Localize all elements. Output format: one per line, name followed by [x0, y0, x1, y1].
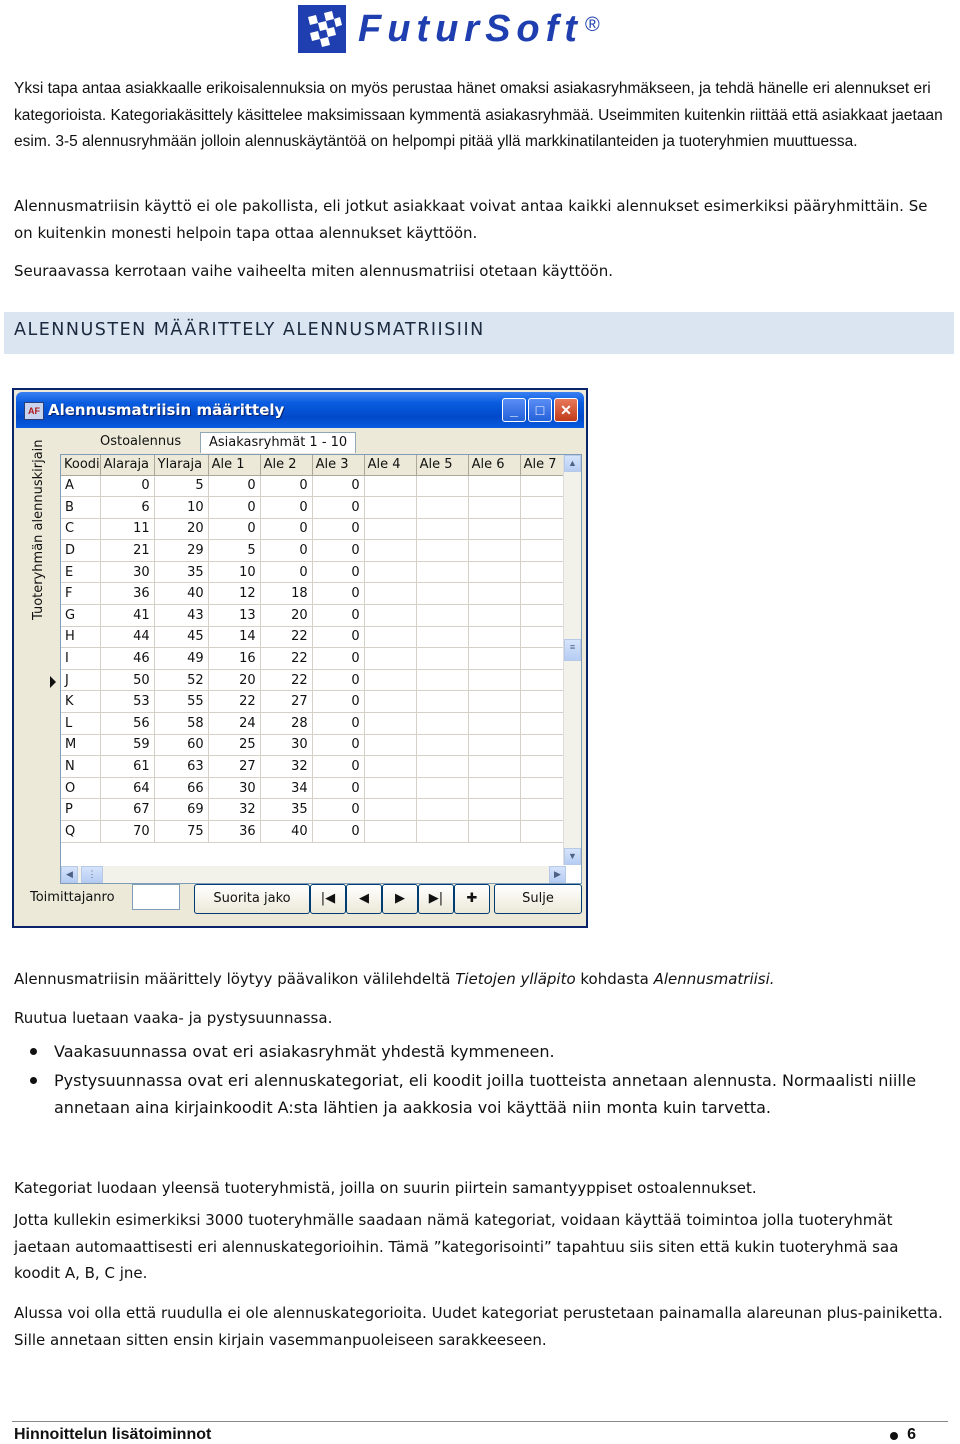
column-header[interactable]: Ale 2 [260, 455, 312, 475]
table-cell[interactable]: 63 [154, 756, 208, 778]
table-cell[interactable]: 21 [100, 540, 154, 562]
scroll-thumb[interactable]: ≡ [564, 639, 581, 661]
scroll-left-icon[interactable]: ◀ [61, 866, 78, 883]
intro-paragraph-2: Alennusmatriisin käyttö ei ole pakollista, eli jotkut asiakkaat voivat antaa kaikki alennukset esimerkiksi pääryhmittäin. Se on kuitenkin monesti helpoin tapa ottaa alennukset käyttöön. [14, 197, 928, 242]
table-cell[interactable]: 0 [208, 518, 260, 540]
table-cell[interactable]: 75 [154, 821, 208, 843]
bullet-list [14, 1038, 944, 1123]
table-cell[interactable]: 24 [208, 713, 260, 735]
table-cell[interactable] [468, 475, 520, 497]
table-row[interactable] [61, 518, 572, 540]
table-cell[interactable]: 12 [208, 583, 260, 605]
column-header[interactable]: Ale 4 [364, 455, 416, 475]
table-cell[interactable]: 0 [100, 475, 154, 497]
minimize-button[interactable]: _ [502, 398, 526, 422]
table-cell[interactable]: 44 [100, 626, 154, 648]
table-cell[interactable] [416, 756, 468, 778]
table-cell[interactable] [364, 583, 416, 605]
table-cell[interactable]: 10 [208, 561, 260, 583]
table-cell[interactable]: 40 [260, 821, 312, 843]
window-titlebar[interactable] [16, 392, 584, 428]
last-record-icon[interactable]: ▶| [418, 884, 454, 914]
table-cell[interactable]: 53 [100, 691, 154, 713]
table-cell[interactable]: G [61, 605, 100, 627]
table-cell[interactable]: 36 [100, 583, 154, 605]
discount-matrix-window [12, 388, 588, 928]
bullet-horizontal: Vaakasuunnassa ovat eri asiakasryhmät yhdestä kymmeneen. [14, 1038, 944, 1065]
table-cell[interactable]: 40 [154, 583, 208, 605]
menu-item-name: Alennusmatriisi. [653, 970, 775, 988]
table-cell[interactable]: 0 [312, 605, 364, 627]
table-cell[interactable]: 0 [312, 734, 364, 756]
sidebar-label-wrap [28, 439, 50, 620]
footer-divider [12, 1421, 948, 1422]
table-cell[interactable] [468, 583, 520, 605]
table-cell[interactable] [416, 583, 468, 605]
table-cell[interactable] [468, 648, 520, 670]
table-row[interactable] [61, 777, 572, 799]
table-cell[interactable]: 34 [260, 777, 312, 799]
table-cell[interactable] [468, 821, 520, 843]
table-cell[interactable]: 0 [312, 497, 364, 519]
table-cell[interactable]: D [61, 540, 100, 562]
hscroll-thumb[interactable]: ⋮ [81, 866, 103, 883]
discount-table [61, 455, 573, 843]
table-cell[interactable]: 41 [100, 605, 154, 627]
menu-location-text-a: Alennusmatriisin määrittely löytyy päävalikon välilehdeltä [14, 970, 456, 988]
column-header[interactable]: Ale 3 [312, 455, 364, 475]
table-cell[interactable] [416, 734, 468, 756]
table-cell[interactable]: 32 [208, 799, 260, 821]
table-cell[interactable] [364, 669, 416, 691]
intro-paragraph-3: Seuraavassa kerrotaan vaihe vaiheelta miten alennusmatriisi otetaan käyttöön. [14, 262, 613, 280]
table-cell[interactable]: 58 [154, 713, 208, 735]
table-cell[interactable]: 70 [100, 821, 154, 843]
table-cell[interactable]: 30 [208, 777, 260, 799]
table-cell[interactable]: 20 [208, 669, 260, 691]
table-cell[interactable]: 61 [100, 756, 154, 778]
footer-bullet-icon [890, 1432, 898, 1440]
table-cell[interactable]: 43 [154, 605, 208, 627]
table-cell[interactable]: 0 [208, 475, 260, 497]
discount-grid [60, 454, 582, 884]
table-cell[interactable]: 0 [312, 561, 364, 583]
table-cell[interactable]: N [61, 756, 100, 778]
sidebar-label: Tuoteryhmän alennuskirjain [31, 439, 46, 620]
table-cell[interactable] [364, 497, 416, 519]
column-header[interactable]: Alaraja [100, 455, 154, 475]
table-cell[interactable] [416, 561, 468, 583]
table-cell[interactable]: 0 [208, 497, 260, 519]
table-row[interactable] [61, 561, 572, 583]
supplier-number-label: Toimittajanro [30, 890, 115, 905]
reading-direction-paragraph: Ruutua luetaan vaaka- ja pystysuunnassa. [14, 1009, 333, 1027]
table-cell[interactable]: J [61, 669, 100, 691]
scroll-down-icon[interactable]: ▼ [564, 848, 581, 865]
table-cell[interactable] [416, 626, 468, 648]
table-cell[interactable] [364, 475, 416, 497]
vertical-scrollbar[interactable] [563, 455, 581, 865]
table-cell[interactable] [364, 605, 416, 627]
table-cell[interactable]: B [61, 497, 100, 519]
table-cell[interactable] [416, 497, 468, 519]
table-cell[interactable]: A [61, 475, 100, 497]
table-cell[interactable] [468, 518, 520, 540]
next-record-icon[interactable]: ▶ [382, 884, 418, 914]
table-row[interactable] [61, 583, 572, 605]
table-cell[interactable]: 13 [208, 605, 260, 627]
table-cell[interactable] [416, 669, 468, 691]
table-cell[interactable]: 0 [312, 799, 364, 821]
registered-mark: ® [584, 13, 600, 36]
table-body [61, 475, 572, 842]
column-header[interactable]: Ale 5 [416, 455, 468, 475]
menu-location-text-b: kohdasta [575, 970, 654, 988]
table-cell[interactable]: 27 [260, 691, 312, 713]
table-cell[interactable]: I [61, 648, 100, 670]
table-row[interactable] [61, 605, 572, 627]
table-cell[interactable] [416, 540, 468, 562]
maximize-button[interactable]: □ [528, 398, 552, 422]
close-button[interactable]: ✕ [554, 398, 578, 422]
table-cell[interactable] [364, 756, 416, 778]
table-cell[interactable]: 5 [154, 475, 208, 497]
table-cell[interactable]: 0 [312, 821, 364, 843]
table-cell[interactable]: C [61, 518, 100, 540]
table-cell[interactable]: Q [61, 821, 100, 843]
table-cell[interactable]: 69 [154, 799, 208, 821]
table-row[interactable] [61, 691, 572, 713]
categories-paragraph: Kategoriat luodaan yleensä tuoteryhmistä, joilla on suurin piirtein samantyyppiset ostoalennukset. [14, 1179, 757, 1197]
table-row[interactable] [61, 626, 572, 648]
table-cell[interactable]: 45 [154, 626, 208, 648]
table-cell[interactable]: 11 [100, 518, 154, 540]
table-cell[interactable] [364, 713, 416, 735]
table-cell[interactable] [468, 713, 520, 735]
footer-title: Hinnoittelun lisätoiminnot [14, 1426, 212, 1443]
table-cell[interactable]: 60 [154, 734, 208, 756]
table-cell[interactable]: 6 [100, 497, 154, 519]
table-row[interactable] [61, 821, 572, 843]
table-cell[interactable]: O [61, 777, 100, 799]
table-cell[interactable]: 49 [154, 648, 208, 670]
direct-split-button[interactable]: Suorita jako [194, 884, 310, 914]
table-cell[interactable]: 0 [260, 475, 312, 497]
table-cell[interactable]: 0 [260, 561, 312, 583]
table-cell[interactable] [364, 777, 416, 799]
table-cell[interactable]: 22 [260, 669, 312, 691]
table-cell[interactable]: 25 [208, 734, 260, 756]
first-record-icon[interactable]: |◀ [310, 884, 346, 914]
table-cell[interactable] [468, 691, 520, 713]
table-cell[interactable]: 30 [100, 561, 154, 583]
column-header[interactable]: Ale 6 [468, 455, 520, 475]
category-sidebar [28, 439, 50, 876]
table-cell[interactable]: 64 [100, 777, 154, 799]
table-cell[interactable] [468, 497, 520, 519]
table-cell[interactable] [468, 540, 520, 562]
table-row[interactable] [61, 669, 572, 691]
table-cell[interactable]: K [61, 691, 100, 713]
checkered-flag-icon [298, 5, 346, 53]
table-cell[interactable]: 0 [260, 540, 312, 562]
table-row[interactable] [61, 475, 572, 497]
table-cell[interactable] [468, 799, 520, 821]
column-header[interactable]: Ylaraja [154, 455, 208, 475]
table-cell[interactable]: 0 [312, 756, 364, 778]
table-cell[interactable]: 66 [154, 777, 208, 799]
page-number: 6 [907, 1426, 916, 1443]
table-cell[interactable]: 52 [154, 669, 208, 691]
table-cell[interactable]: 0 [312, 540, 364, 562]
table-cell[interactable]: 32 [260, 756, 312, 778]
table-cell[interactable] [416, 799, 468, 821]
create-categories-paragraph: Alussa voi olla että ruudulla ei ole alennuskategorioita. Uudet kategoriat perustetaan painamalla alareunan plus-painiketta. Sille annetaan sitten ensin kirjain vasemmanpuoleiseen sarakkeeseen. [14, 1304, 943, 1349]
table-header-row [61, 455, 572, 475]
table-cell[interactable] [364, 518, 416, 540]
table-cell[interactable] [364, 561, 416, 583]
table-cell[interactable] [364, 734, 416, 756]
table-cell[interactable]: 30 [260, 734, 312, 756]
table-cell[interactable]: 22 [260, 648, 312, 670]
bottom-toolbar [28, 884, 580, 920]
close-window-button[interactable]: Sulje [494, 884, 582, 914]
table-cell[interactable]: F [61, 583, 100, 605]
table-cell[interactable]: 0 [312, 777, 364, 799]
table-cell[interactable]: 0 [260, 497, 312, 519]
table-cell[interactable] [416, 777, 468, 799]
previous-record-icon[interactable]: ◀ [346, 884, 382, 914]
table-cell[interactable]: 29 [154, 540, 208, 562]
table-cell[interactable] [416, 648, 468, 670]
table-cell[interactable] [364, 691, 416, 713]
table-cell[interactable]: 0 [312, 713, 364, 735]
section-heading: ALENNUSTEN MÄÄRITTELY ALENNUSMATRIISIIN [14, 320, 485, 340]
table-cell[interactable]: M [61, 734, 100, 756]
window-title: Alennusmatriisin määrittely [48, 401, 285, 419]
table-row[interactable] [61, 734, 572, 756]
table-row[interactable] [61, 648, 572, 670]
table-cell[interactable]: 35 [154, 561, 208, 583]
table-cell[interactable]: 0 [312, 669, 364, 691]
logo-text: FuturSoft [358, 7, 583, 50]
table-cell[interactable]: 0 [312, 626, 364, 648]
auto-categorize-paragraph: Jotta kullekin esimerkiksi 3000 tuoteryhmälle saadaan nämä kategoriat, voidaan käyttää toimintoa jolla tuoteryhmät jaetaan automaattisesti eri alennuskategorioihin. Tämä ”kategorisointi” tapahtuu siis siten että kukin tuoteryhmä saa koodit A, B, C jne. [14, 1211, 899, 1282]
table-cell[interactable]: 67 [100, 799, 154, 821]
table-cell[interactable] [416, 518, 468, 540]
table-cell[interactable] [364, 540, 416, 562]
scroll-up-icon[interactable]: ▲ [564, 455, 581, 472]
window-body [14, 390, 586, 926]
tab-asiakasryhmat[interactable]: Asiakasryhmät 1 - 10 [200, 432, 356, 453]
column-header[interactable]: Koodi [61, 455, 100, 475]
table-cell[interactable]: 20 [154, 518, 208, 540]
table-cell[interactable]: 0 [312, 691, 364, 713]
table-row[interactable] [61, 497, 572, 519]
table-cell[interactable]: 50 [100, 669, 154, 691]
table-cell[interactable] [468, 626, 520, 648]
bullet-vertical: Pystysuunnassa ovat eri alennuskategoriat, eli koodit joilla tuotteista annetaan alennusta. Normaalisti niille annetaan aina kirjainkoodit A:sta lähtien ja aakkosia voi käyttää niin monta kuin tarvetta. [14, 1067, 944, 1121]
table-cell[interactable] [468, 605, 520, 627]
table-cell[interactable]: 20 [260, 605, 312, 627]
table-cell[interactable]: 59 [100, 734, 154, 756]
table-cell[interactable]: 10 [154, 497, 208, 519]
table-cell[interactable] [416, 605, 468, 627]
table-cell[interactable] [468, 777, 520, 799]
table-cell[interactable]: 22 [208, 691, 260, 713]
table-row[interactable] [61, 756, 572, 778]
app-icon: AF [24, 402, 44, 420]
table-cell[interactable]: P [61, 799, 100, 821]
logo [298, 4, 600, 54]
menu-location-paragraph [14, 966, 944, 993]
table-cell[interactable]: H [61, 626, 100, 648]
table-cell[interactable] [468, 756, 520, 778]
table-cell[interactable]: E [61, 561, 100, 583]
table-cell[interactable]: L [61, 713, 100, 735]
table-cell[interactable] [468, 561, 520, 583]
table-cell[interactable] [468, 734, 520, 756]
table-cell[interactable]: 0 [260, 518, 312, 540]
table-cell[interactable] [416, 713, 468, 735]
table-cell[interactable] [416, 475, 468, 497]
table-cell[interactable] [364, 626, 416, 648]
horizontal-scrollbar[interactable] [61, 866, 566, 883]
intro-paragraph-1: Yksi tapa antaa asiakkaalle erikoisalennuksia on myös perustaa hänet omaksi asiakasryhmäkseen, ja tehdä hänelle eri alennukset eri kategorioista. Kategoriakäsittely käsittelee maksimissaan kymmentä asiakasryhmää. Useimmiten kuitenkin riittää että asiakkaat jaetaan esim. 3-5 alennusryhmään jolloin alennuskäytäntöä on helpompi pitää yllä markkinatilanteiden ja tuoteryhmien muuttuessa. [14, 80, 943, 150]
current-row-arrow-icon [50, 676, 56, 688]
tab-ostoalennus[interactable]: Ostoalennus [100, 434, 182, 449]
table-cell[interactable]: 35 [260, 799, 312, 821]
table-cell[interactable]: 18 [260, 583, 312, 605]
table-cell[interactable]: 16 [208, 648, 260, 670]
table-cell[interactable]: 56 [100, 713, 154, 735]
table-cell[interactable] [364, 648, 416, 670]
table-cell[interactable]: 22 [260, 626, 312, 648]
table-cell[interactable]: 28 [260, 713, 312, 735]
table-cell[interactable] [468, 669, 520, 691]
table-cell[interactable] [364, 799, 416, 821]
table-row[interactable] [61, 713, 572, 735]
table-cell[interactable] [364, 821, 416, 843]
column-header[interactable]: Ale 1 [208, 455, 260, 475]
table-cell[interactable]: 46 [100, 648, 154, 670]
table-cell[interactable]: 0 [312, 518, 364, 540]
table-cell[interactable]: 0 [312, 475, 364, 497]
supplier-number-input[interactable] [132, 884, 180, 910]
add-record-icon[interactable]: ✚ [454, 884, 490, 914]
table-row[interactable] [61, 540, 572, 562]
table-cell[interactable]: 36 [208, 821, 260, 843]
table-cell[interactable]: 0 [312, 583, 364, 605]
table-cell[interactable]: 55 [154, 691, 208, 713]
table-cell[interactable] [416, 821, 468, 843]
table-cell[interactable]: 5 [208, 540, 260, 562]
table-cell[interactable]: 0 [312, 648, 364, 670]
table-cell[interactable]: 27 [208, 756, 260, 778]
column-header[interactable]: Ale 7 [520, 455, 572, 475]
scroll-right-icon[interactable]: ▶ [549, 866, 566, 883]
menu-tab-name: Tietojen ylläpito [455, 970, 576, 988]
table-cell[interactable]: 14 [208, 626, 260, 648]
table-cell[interactable] [416, 691, 468, 713]
table-row[interactable] [61, 799, 572, 821]
